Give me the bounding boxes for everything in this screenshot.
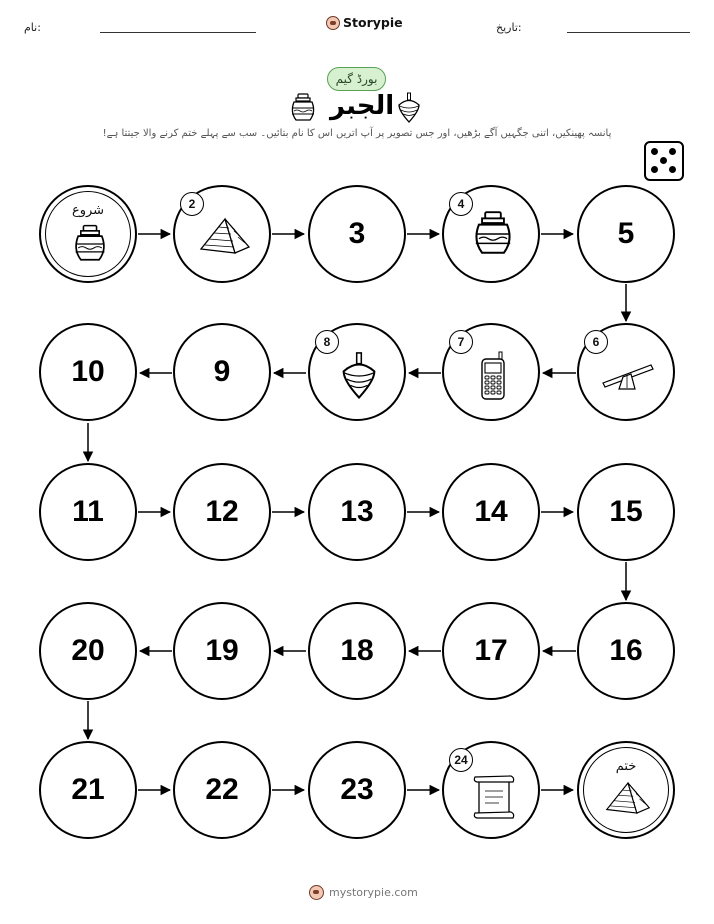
cell-number: 10 [71, 355, 105, 388]
board-cell [308, 185, 406, 283]
board-cell [308, 323, 406, 421]
board-cell [442, 602, 540, 700]
board-cell [308, 602, 406, 700]
board-cell [39, 323, 137, 421]
cell-number: 5 [617, 217, 635, 250]
board-cell [442, 185, 540, 283]
board-cell [577, 602, 675, 700]
phone-icon [480, 351, 506, 401]
cell-number: 9 [213, 355, 231, 388]
finish-label: ختم [615, 759, 637, 774]
start-cell [39, 185, 137, 283]
cell-number: 20 [71, 634, 105, 667]
board-game-tag: بورڈ گیم [327, 67, 386, 91]
scroll-icon [471, 773, 517, 821]
board-cell [577, 185, 675, 283]
cell-number: 23 [340, 773, 374, 806]
board-cell [39, 463, 137, 561]
board-cell [173, 741, 271, 839]
cell-number: 19 [205, 634, 239, 667]
start-label: شروع [71, 203, 105, 218]
cell-number-badge: 2 [180, 192, 204, 216]
instructions-text: پانسہ پھینکیں، اتنی جگہیں آگے بڑھیں، اور جس تصویر پر آپ اتریں اس کا نام بتائیں۔ سب سے پہلے ختم کرنے والا جیتتا ہے! [102, 128, 612, 139]
board-cell [442, 741, 540, 839]
cell-number: 16 [609, 634, 643, 667]
brand-name: Storypie [343, 15, 403, 30]
cell-number-badge: 7 [449, 330, 473, 354]
cell-number: 18 [340, 634, 374, 667]
board-cell [173, 463, 271, 561]
cell-number: 17 [474, 634, 508, 667]
cell-number-badge: 6 [584, 330, 608, 354]
board-cell [173, 602, 271, 700]
board-cell [308, 463, 406, 561]
cell-number: 15 [609, 495, 643, 528]
pot-icon [71, 223, 109, 265]
footer [309, 885, 418, 900]
cell-number-badge: 24 [449, 748, 473, 772]
board-cell [173, 323, 271, 421]
cell-number: 14 [474, 495, 508, 528]
seesaw-icon [601, 359, 655, 391]
cell-number: 12 [205, 495, 239, 528]
board-cell [442, 463, 540, 561]
cell-number: 13 [340, 495, 374, 528]
finish-cell [577, 741, 675, 839]
cell-number: 11 [72, 495, 104, 528]
cell-number: 3 [348, 217, 366, 250]
board-cell [39, 602, 137, 700]
pyramid-icon [605, 781, 651, 815]
board-cell [308, 741, 406, 839]
board-cell [173, 185, 271, 283]
board-cell [577, 323, 675, 421]
cell-number: 21 [71, 773, 105, 806]
storypie-mascot-icon [309, 885, 324, 900]
spinning-top-icon [339, 349, 379, 403]
board-cell [442, 323, 540, 421]
pot-icon [471, 209, 515, 259]
name-label: نام: [24, 21, 41, 34]
board-cell [577, 463, 675, 561]
footer-site[interactable]: mystorypie.com [329, 886, 418, 899]
board-cell [39, 741, 137, 839]
cell-number-badge: 4 [449, 192, 473, 216]
cell-number: 22 [205, 773, 239, 806]
page-title: الجبر [330, 91, 395, 121]
pyramid-icon [199, 217, 251, 255]
cell-number-badge: 8 [315, 330, 339, 354]
date-label: تاریخ: [496, 21, 522, 34]
